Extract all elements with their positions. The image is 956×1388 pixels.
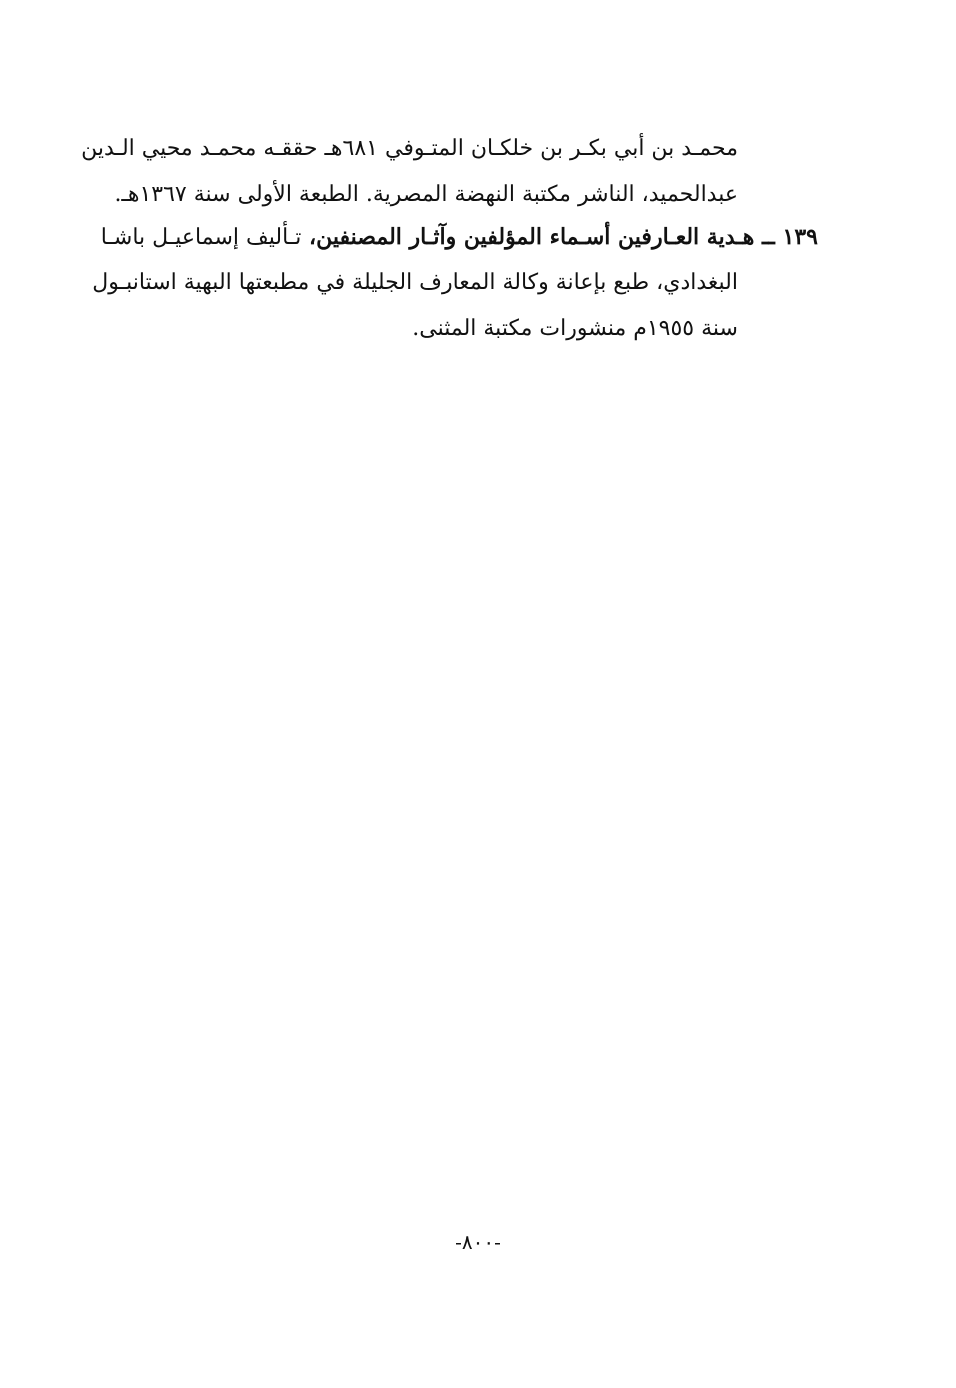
- entry-author: تـأليف إسماعيـل باشـا: [100, 225, 302, 250]
- entry-number: ١٣٩ ــ: [754, 224, 818, 250]
- bibliography-entry-139: [100, 214, 818, 260]
- text-line-1: محمـد بن أبي بكـر بن خلكـان المتـوفي ٦٨١هـ حققـه محمـد محيي الـدين: [81, 136, 738, 161]
- entry-title: هـدية العـارفين أسـماء المؤلفين وآثـار المصنفين،: [301, 224, 755, 250]
- text-line-2: عبدالحميد، الناشر مكتبة النهضة المصرية. الطبعة الأولى سنة ١٣٦٧هـ.: [114, 182, 738, 207]
- body-text: [81, 126, 738, 218]
- entry-continuation: [92, 260, 738, 352]
- page-number: -٨٠٠-: [455, 1230, 501, 1254]
- text-line-4: البغدادي، طبع بإعانة وكالة المعارف الجليلة في مطبعتها البهية استانبـول: [92, 270, 738, 295]
- text-line-5: سنة ١٩٥٥م منشورات مكتبة المثنى.: [412, 316, 738, 341]
